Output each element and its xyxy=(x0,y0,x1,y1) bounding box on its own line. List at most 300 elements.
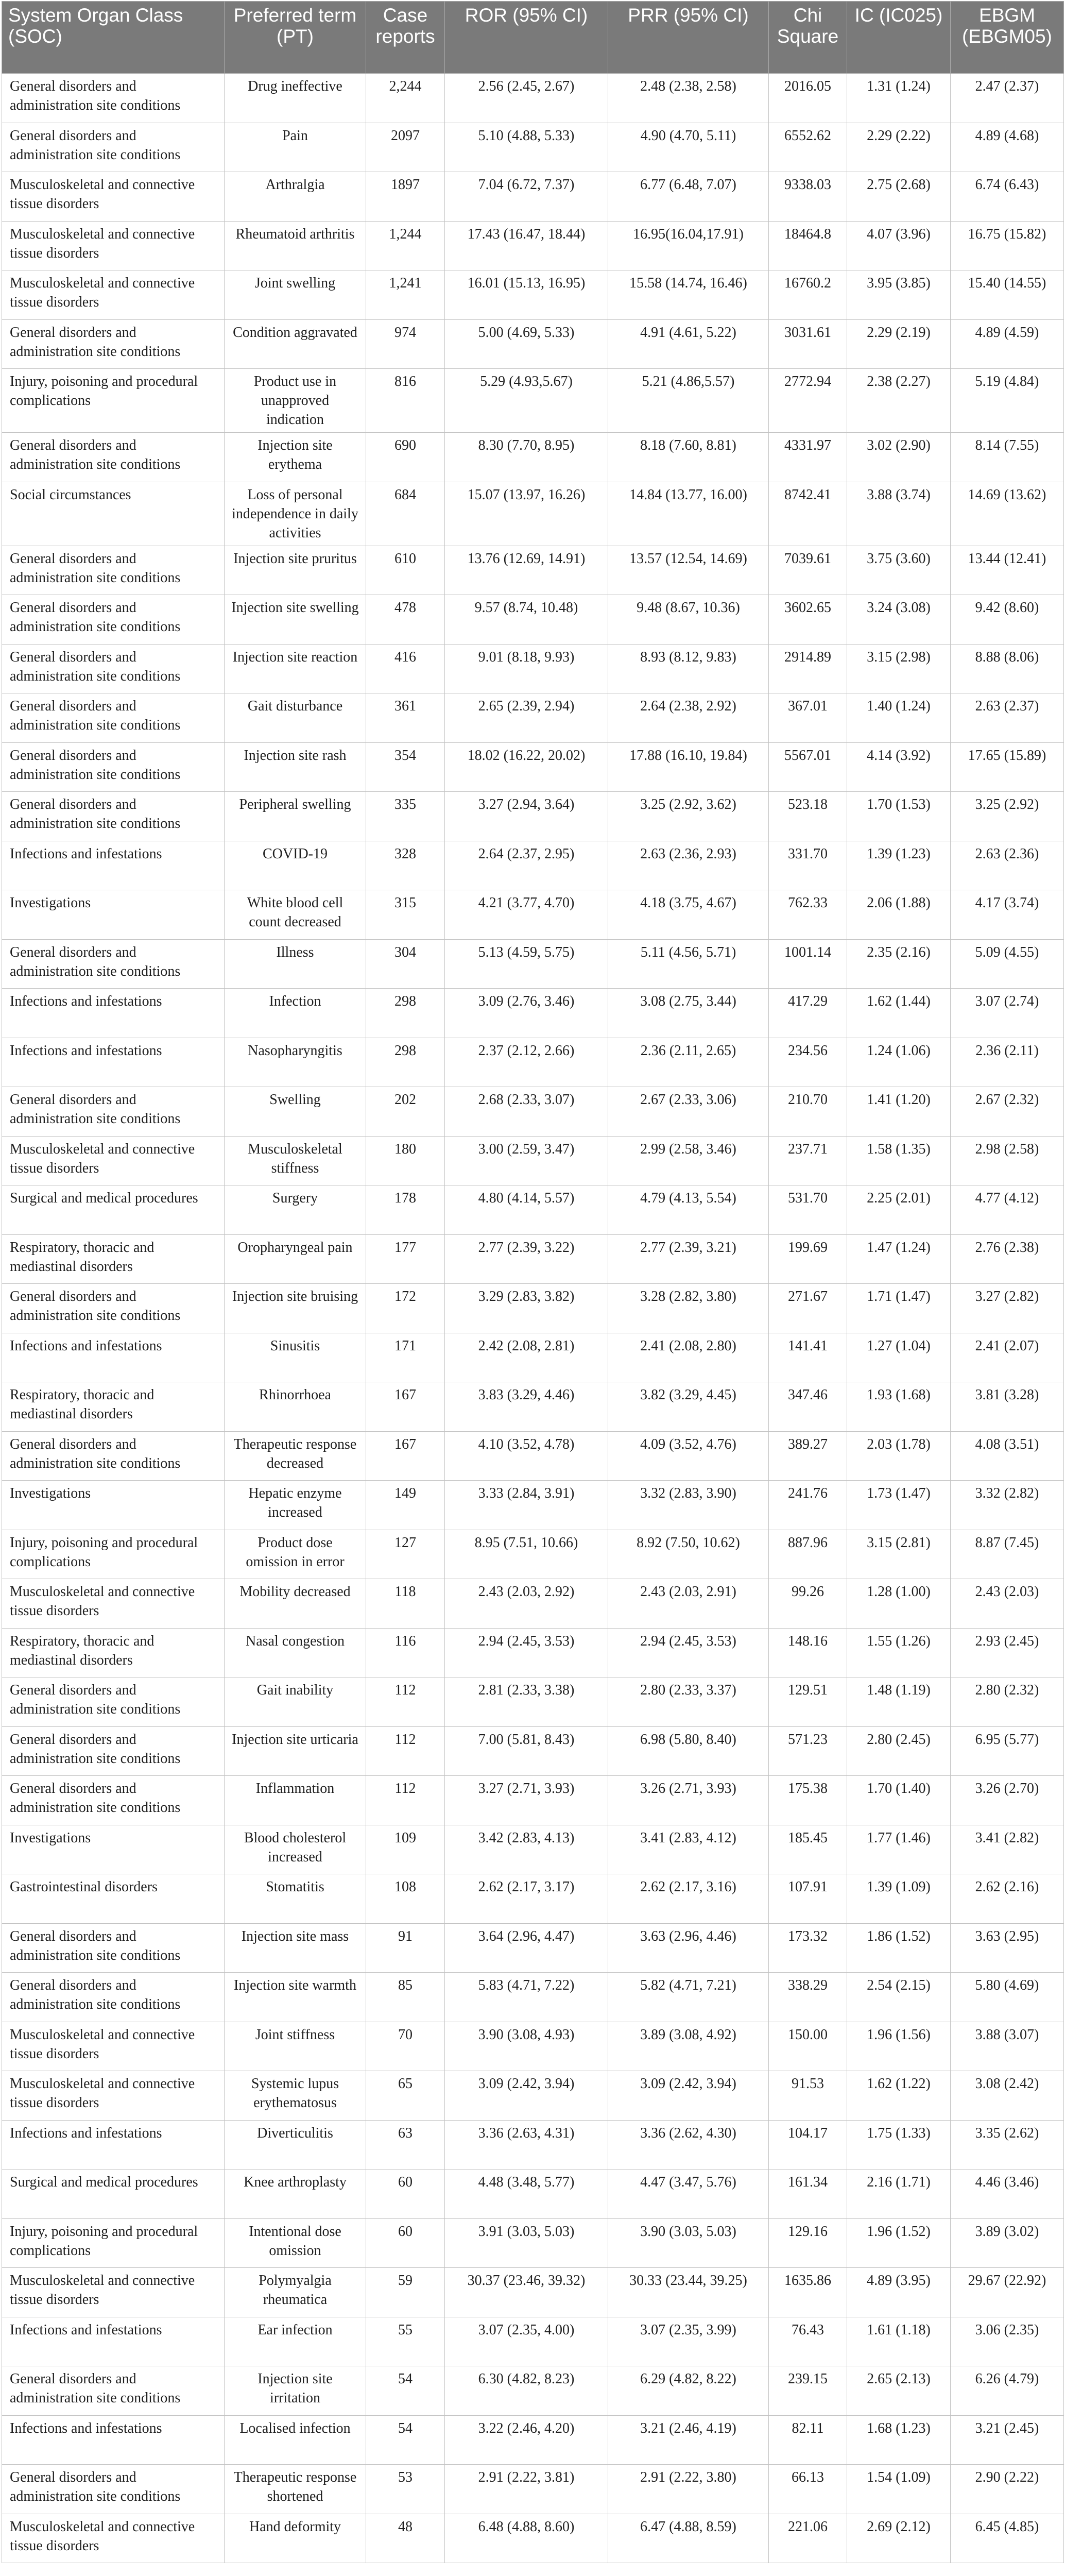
table-row xyxy=(2,2218,1064,2268)
header-case-reports: Case reports xyxy=(366,2,445,74)
cell-case-reports: 315 xyxy=(366,890,445,940)
cell-case-reports: 59 xyxy=(366,2268,445,2317)
cell-case-reports: 55 xyxy=(366,2317,445,2366)
cell-ror: 7.04 (6.72, 7.37) xyxy=(445,172,608,222)
cell-prr: 2.67 (2.33, 3.06) xyxy=(608,1087,769,1137)
cell-ebgm: 4.77 (4.12) xyxy=(951,1185,1064,1235)
cell-prr: 6.77 (6.48, 7.07) xyxy=(608,172,769,222)
cell-ebgm: 16.75 (15.82) xyxy=(951,221,1064,270)
cell-soc: Infections and infestations xyxy=(2,2317,225,2366)
cell-ic: 2.35 (2.16) xyxy=(847,939,951,989)
cell-ic: 1.28 (1.00) xyxy=(847,1579,951,1629)
cell-ebgm: 3.08 (2.42) xyxy=(951,2071,1064,2121)
cell-chi-square: 571.23 xyxy=(769,1726,847,1776)
cell-case-reports: 298 xyxy=(366,989,445,1038)
cell-preferred-term: Therapeutic response decreased xyxy=(225,1431,366,1481)
cell-prr: 3.89 (3.08, 4.92) xyxy=(608,2022,769,2071)
cell-soc: General disorders and administration site conditions xyxy=(2,693,225,743)
cell-prr: 2.64 (2.38, 2.92) xyxy=(608,693,769,743)
cell-ror: 5.29 (4.93,5.67) xyxy=(445,369,608,433)
cell-prr: 6.98 (5.80, 8.40) xyxy=(608,1726,769,1776)
cell-ror: 3.09 (2.42, 3.94) xyxy=(445,2071,608,2121)
cell-prr: 3.07 (2.35, 3.99) xyxy=(608,2317,769,2366)
cell-ebgm: 4.89 (4.68) xyxy=(951,123,1064,172)
cell-ic: 1.77 (1.46) xyxy=(847,1825,951,1874)
cell-prr: 2.91 (2.22, 3.80) xyxy=(608,2465,769,2514)
cell-ic: 1.61 (1.18) xyxy=(847,2317,951,2366)
cell-ic: 1.96 (1.52) xyxy=(847,2218,951,2268)
cell-ebgm: 2.98 (2.58) xyxy=(951,1136,1064,1185)
cell-ror: 2.77 (2.39, 3.22) xyxy=(445,1234,608,1284)
cell-soc: General disorders and administration site conditions xyxy=(2,433,225,482)
cell-ic: 3.88 (3.74) xyxy=(847,482,951,546)
cell-prr: 3.90 (3.03, 5.03) xyxy=(608,2218,769,2268)
cell-ror: 2.42 (2.08, 2.81) xyxy=(445,1333,608,1382)
cell-ror: 5.00 (4.69, 5.33) xyxy=(445,319,608,369)
cell-case-reports: 171 xyxy=(366,1333,445,1382)
cell-ebgm: 2.90 (2.22) xyxy=(951,2465,1064,2514)
cell-ebgm: 2.62 (2.16) xyxy=(951,1874,1064,1924)
cell-ebgm: 2.67 (2.32) xyxy=(951,1087,1064,1137)
cell-preferred-term: Systemic lupus erythematosus xyxy=(225,2071,366,2121)
cell-preferred-term: Localised infection xyxy=(225,2415,366,2465)
cell-ebgm: 4.46 (3.46) xyxy=(951,2170,1064,2219)
cell-chi-square: 1001.14 xyxy=(769,939,847,989)
table-row xyxy=(2,123,1064,172)
cell-soc: General disorders and administration site conditions xyxy=(2,2465,225,2514)
cell-chi-square: 347.46 xyxy=(769,1382,847,1432)
cell-ic: 2.38 (2.27) xyxy=(847,369,951,433)
cell-preferred-term: Product use in unapproved indication xyxy=(225,369,366,433)
cell-case-reports: 167 xyxy=(366,1382,445,1432)
cell-chi-square: 8742.41 xyxy=(769,482,847,546)
cell-ror: 15.07 (13.97, 16.26) xyxy=(445,482,608,546)
cell-prr: 2.43 (2.03, 2.91) xyxy=(608,1579,769,1629)
cell-ic: 1.41 (1.20) xyxy=(847,1087,951,1137)
cell-preferred-term: Injection site mass xyxy=(225,1923,366,1973)
cell-preferred-term: Inflammation xyxy=(225,1776,366,1825)
cell-soc: Surgical and medical procedures xyxy=(2,2170,225,2219)
cell-chi-square: 523.18 xyxy=(769,792,847,841)
cell-ic: 1.71 (1.47) xyxy=(847,1284,951,1333)
cell-prr: 3.08 (2.75, 3.44) xyxy=(608,989,769,1038)
cell-soc: General disorders and administration site conditions xyxy=(2,1776,225,1825)
cell-chi-square: 199.69 xyxy=(769,1234,847,1284)
cell-prr: 5.21 (4.86,5.57) xyxy=(608,369,769,433)
cell-ebgm: 2.41 (2.07) xyxy=(951,1333,1064,1382)
cell-chi-square: 6552.62 xyxy=(769,123,847,172)
cell-ror: 3.91 (3.03, 5.03) xyxy=(445,2218,608,2268)
table-row xyxy=(2,2465,1064,2514)
cell-preferred-term: Injection site rash xyxy=(225,742,366,792)
cell-soc: Musculoskeletal and connective tissue disorders xyxy=(2,221,225,270)
cell-chi-square: 887.96 xyxy=(769,1530,847,1579)
cell-case-reports: 2,244 xyxy=(366,74,445,123)
cell-case-reports: 108 xyxy=(366,1874,445,1924)
cell-preferred-term: Oropharyngeal pain xyxy=(225,1234,366,1284)
cell-chi-square: 4331.97 xyxy=(769,433,847,482)
table-row xyxy=(2,2415,1064,2465)
cell-preferred-term: Pain xyxy=(225,123,366,172)
cell-prr: 2.36 (2.11, 2.65) xyxy=(608,1038,769,1087)
cell-ebgm: 3.27 (2.82) xyxy=(951,1284,1064,1333)
cell-ic: 1.24 (1.06) xyxy=(847,1038,951,1087)
cell-case-reports: 416 xyxy=(366,644,445,693)
cell-soc: General disorders and administration site conditions xyxy=(2,644,225,693)
cell-ebgm: 6.26 (4.79) xyxy=(951,2366,1064,2416)
cell-soc: Musculoskeletal and connective tissue disorders xyxy=(2,2268,225,2317)
cell-case-reports: 48 xyxy=(366,2514,445,2563)
cell-soc: Musculoskeletal and connective tissue disorders xyxy=(2,172,225,222)
cell-case-reports: 177 xyxy=(366,1234,445,1284)
cell-preferred-term: Condition aggravated xyxy=(225,319,366,369)
cell-chi-square: 762.33 xyxy=(769,890,847,940)
cell-prr: 14.84 (13.77, 16.00) xyxy=(608,482,769,546)
cell-chi-square: 91.53 xyxy=(769,2071,847,2121)
cell-case-reports: 335 xyxy=(366,792,445,841)
cell-ebgm: 4.89 (4.59) xyxy=(951,319,1064,369)
cell-soc: Infections and infestations xyxy=(2,2120,225,2170)
cell-preferred-term: Gait inability xyxy=(225,1677,366,1727)
cell-prr: 3.26 (2.71, 3.93) xyxy=(608,1776,769,1825)
table-row xyxy=(2,742,1064,792)
cell-case-reports: 2097 xyxy=(366,123,445,172)
cell-ic: 1.75 (1.33) xyxy=(847,2120,951,2170)
table-row xyxy=(2,1038,1064,1087)
cell-chi-square: 107.91 xyxy=(769,1874,847,1924)
cell-ror: 7.00 (5.81, 8.43) xyxy=(445,1726,608,1776)
cell-ic: 2.54 (2.15) xyxy=(847,1973,951,2022)
cell-ebgm: 3.21 (2.45) xyxy=(951,2415,1064,2465)
cell-ebgm: 3.89 (3.02) xyxy=(951,2218,1064,2268)
cell-prr: 2.48 (2.38, 2.58) xyxy=(608,74,769,123)
cell-case-reports: 116 xyxy=(366,1628,445,1677)
cell-preferred-term: White blood cell count decreased xyxy=(225,890,366,940)
cell-ror: 4.48 (3.48, 5.77) xyxy=(445,2170,608,2219)
cell-ic: 2.03 (1.78) xyxy=(847,1431,951,1481)
cell-ror: 3.27 (2.94, 3.64) xyxy=(445,792,608,841)
cell-ebgm: 6.45 (4.85) xyxy=(951,2514,1064,2563)
cell-chi-square: 150.00 xyxy=(769,2022,847,2071)
cell-prr: 8.92 (7.50, 10.62) xyxy=(608,1530,769,1579)
cell-preferred-term: Stomatitis xyxy=(225,1874,366,1924)
cell-preferred-term: Injection site urticaria xyxy=(225,1726,366,1776)
cell-chi-square: 2772.94 xyxy=(769,369,847,433)
cell-prr: 2.77 (2.39, 3.21) xyxy=(608,1234,769,1284)
table-row xyxy=(2,2071,1064,2121)
cell-case-reports: 1,241 xyxy=(366,270,445,320)
cell-ebgm: 13.44 (12.41) xyxy=(951,546,1064,595)
cell-chi-square: 237.71 xyxy=(769,1136,847,1185)
cell-ic: 2.06 (1.88) xyxy=(847,890,951,940)
cell-ebgm: 2.36 (2.11) xyxy=(951,1038,1064,1087)
cell-preferred-term: Blood cholesterol increased xyxy=(225,1825,366,1874)
cell-soc: General disorders and administration site conditions xyxy=(2,792,225,841)
cell-soc: Infections and infestations xyxy=(2,989,225,1038)
cell-ebgm: 3.26 (2.70) xyxy=(951,1776,1064,1825)
cell-preferred-term: Injection site irritation xyxy=(225,2366,366,2416)
cell-ic: 4.89 (3.95) xyxy=(847,2268,951,2317)
table-row xyxy=(2,2268,1064,2317)
cell-ic: 3.95 (3.85) xyxy=(847,270,951,320)
cell-prr: 2.62 (2.17, 3.16) xyxy=(608,1874,769,1924)
table-row xyxy=(2,1825,1064,1874)
cell-ror: 16.01 (15.13, 16.95) xyxy=(445,270,608,320)
cell-soc: Musculoskeletal and connective tissue disorders xyxy=(2,270,225,320)
cell-ebgm: 5.80 (4.69) xyxy=(951,1973,1064,2022)
cell-prr: 3.32 (2.83, 3.90) xyxy=(608,1481,769,1530)
table-row xyxy=(2,1185,1064,1235)
cell-chi-square: 66.13 xyxy=(769,2465,847,2514)
cell-chi-square: 331.70 xyxy=(769,841,847,890)
cell-prr: 5.82 (4.71, 7.21) xyxy=(608,1973,769,2022)
cell-ic: 1.31 (1.24) xyxy=(847,74,951,123)
cell-prr: 16.95(16.04,17.91) xyxy=(608,221,769,270)
cell-ror: 6.30 (4.82, 8.23) xyxy=(445,2366,608,2416)
cell-case-reports: 91 xyxy=(366,1923,445,1973)
cell-soc: General disorders and administration site conditions xyxy=(2,319,225,369)
cell-preferred-term: Intentional dose omission xyxy=(225,2218,366,2268)
cell-ic: 2.29 (2.19) xyxy=(847,319,951,369)
cell-soc: General disorders and administration site conditions xyxy=(2,1431,225,1481)
cell-case-reports: 202 xyxy=(366,1087,445,1137)
cell-chi-square: 104.17 xyxy=(769,2120,847,2170)
cell-ror: 3.83 (3.29, 4.46) xyxy=(445,1382,608,1432)
cell-preferred-term: Therapeutic response shortened xyxy=(225,2465,366,2514)
cell-ror: 2.65 (2.39, 2.94) xyxy=(445,693,608,743)
cell-preferred-term: Musculoskeletal stiffness xyxy=(225,1136,366,1185)
cell-chi-square: 234.56 xyxy=(769,1038,847,1087)
cell-soc: General disorders and administration site conditions xyxy=(2,1677,225,1727)
cell-ror: 2.68 (2.33, 3.07) xyxy=(445,1087,608,1137)
cell-chi-square: 239.15 xyxy=(769,2366,847,2416)
cell-preferred-term: Injection site warmth xyxy=(225,1973,366,2022)
cell-case-reports: 112 xyxy=(366,1677,445,1727)
cell-ic: 2.80 (2.45) xyxy=(847,1726,951,1776)
table-row xyxy=(2,2170,1064,2219)
cell-chi-square: 141.41 xyxy=(769,1333,847,1382)
cell-soc: General disorders and administration site conditions xyxy=(2,595,225,645)
table-header xyxy=(2,2,1064,74)
cell-ic: 3.02 (2.90) xyxy=(847,433,951,482)
cell-preferred-term: Swelling xyxy=(225,1087,366,1137)
cell-ic: 1.96 (1.56) xyxy=(847,2022,951,2071)
cell-chi-square: 82.11 xyxy=(769,2415,847,2465)
cell-ror: 4.80 (4.14, 5.57) xyxy=(445,1185,608,1235)
table-row xyxy=(2,1973,1064,2022)
cell-soc: General disorders and administration site conditions xyxy=(2,123,225,172)
table-row xyxy=(2,1530,1064,1579)
cell-case-reports: 690 xyxy=(366,433,445,482)
cell-soc: General disorders and administration site conditions xyxy=(2,1973,225,2022)
table-row xyxy=(2,1923,1064,1973)
cell-ror: 3.33 (2.84, 3.91) xyxy=(445,1481,608,1530)
cell-soc: Musculoskeletal and connective tissue disorders xyxy=(2,2022,225,2071)
cell-chi-square: 5567.01 xyxy=(769,742,847,792)
table-row xyxy=(2,2366,1064,2416)
cell-soc: Infections and infestations xyxy=(2,1038,225,1087)
table-row xyxy=(2,2022,1064,2071)
cell-ror: 4.21 (3.77, 4.70) xyxy=(445,890,608,940)
cell-ic: 1.93 (1.68) xyxy=(847,1382,951,1432)
table-row xyxy=(2,1431,1064,1481)
cell-ror: 2.81 (2.33, 3.38) xyxy=(445,1677,608,1727)
cell-prr: 2.63 (2.36, 2.93) xyxy=(608,841,769,890)
cell-preferred-term: Drug ineffective xyxy=(225,74,366,123)
cell-prr: 3.36 (2.62, 4.30) xyxy=(608,2120,769,2170)
header-row xyxy=(2,2,1064,74)
data-table xyxy=(2,1,1064,2563)
cell-ic: 2.65 (2.13) xyxy=(847,2366,951,2416)
cell-ror: 18.02 (16.22, 20.02) xyxy=(445,742,608,792)
cell-prr: 2.99 (2.58, 3.46) xyxy=(608,1136,769,1185)
cell-soc: Musculoskeletal and connective tissue disorders xyxy=(2,2514,225,2563)
header-soc: System Organ Class (SOC) xyxy=(2,2,225,74)
cell-ror: 3.90 (3.08, 4.93) xyxy=(445,2022,608,2071)
cell-ror: 2.37 (2.12, 2.66) xyxy=(445,1038,608,1087)
cell-preferred-term: COVID-19 xyxy=(225,841,366,890)
cell-ic: 1.40 (1.24) xyxy=(847,693,951,743)
cell-ebgm: 2.80 (2.32) xyxy=(951,1677,1064,1727)
cell-chi-square: 7039.61 xyxy=(769,546,847,595)
table-row xyxy=(2,270,1064,320)
table-row xyxy=(2,433,1064,482)
cell-case-reports: 328 xyxy=(366,841,445,890)
cell-ror: 9.01 (8.18, 9.93) xyxy=(445,644,608,693)
cell-ror: 3.27 (2.71, 3.93) xyxy=(445,1776,608,1825)
cell-prr: 4.09 (3.52, 4.76) xyxy=(608,1431,769,1481)
cell-prr: 3.25 (2.92, 3.62) xyxy=(608,792,769,841)
cell-ror: 17.43 (16.47, 18.44) xyxy=(445,221,608,270)
cell-prr: 4.90 (4.70, 5.11) xyxy=(608,123,769,172)
cell-soc: General disorders and administration site conditions xyxy=(2,939,225,989)
cell-chi-square: 175.38 xyxy=(769,1776,847,1825)
cell-preferred-term: Hand deformity xyxy=(225,2514,366,2563)
cell-ror: 3.00 (2.59, 3.47) xyxy=(445,1136,608,1185)
cell-soc: Gastrointestinal disorders xyxy=(2,1874,225,1924)
cell-preferred-term: Joint swelling xyxy=(225,270,366,320)
cell-prr: 6.47 (4.88, 8.59) xyxy=(608,2514,769,2563)
cell-soc: Investigations xyxy=(2,890,225,940)
cell-preferred-term: Joint stiffness xyxy=(225,2022,366,2071)
table-row xyxy=(2,319,1064,369)
cell-ror: 8.30 (7.70, 8.95) xyxy=(445,433,608,482)
cell-chi-square: 3031.61 xyxy=(769,319,847,369)
cell-ebgm: 6.95 (5.77) xyxy=(951,1726,1064,1776)
cell-soc: Respiratory, thoracic and mediastinal disorders xyxy=(2,1382,225,1432)
cell-ror: 3.29 (2.83, 3.82) xyxy=(445,1284,608,1333)
cell-ror: 3.09 (2.76, 3.46) xyxy=(445,989,608,1038)
cell-ebgm: 29.67 (22.92) xyxy=(951,2268,1064,2317)
cell-case-reports: 816 xyxy=(366,369,445,433)
cell-prr: 5.11 (4.56, 5.71) xyxy=(608,939,769,989)
table-row xyxy=(2,1874,1064,1924)
table-row xyxy=(2,1481,1064,1530)
cell-ror: 5.10 (4.88, 5.33) xyxy=(445,123,608,172)
table-row xyxy=(2,1579,1064,1629)
cell-prr: 4.18 (3.75, 4.67) xyxy=(608,890,769,940)
cell-ebgm: 3.07 (2.74) xyxy=(951,989,1064,1038)
cell-ic: 2.75 (2.68) xyxy=(847,172,951,222)
cell-soc: Surgical and medical procedures xyxy=(2,1185,225,1235)
cell-ic: 1.86 (1.52) xyxy=(847,1923,951,1973)
cell-chi-square: 1635.86 xyxy=(769,2268,847,2317)
cell-ebgm: 14.69 (13.62) xyxy=(951,482,1064,546)
cell-ror: 5.13 (4.59, 5.75) xyxy=(445,939,608,989)
cell-soc: General disorders and administration site conditions xyxy=(2,1923,225,1973)
cell-ic: 2.29 (2.22) xyxy=(847,123,951,172)
cell-case-reports: 63 xyxy=(366,2120,445,2170)
cell-ic: 1.73 (1.47) xyxy=(847,1481,951,1530)
table-row xyxy=(2,792,1064,841)
cell-prr: 3.41 (2.83, 4.12) xyxy=(608,1825,769,1874)
cell-ebgm: 3.32 (2.82) xyxy=(951,1481,1064,1530)
cell-prr: 3.63 (2.96, 4.46) xyxy=(608,1923,769,1973)
table-row xyxy=(2,2317,1064,2366)
cell-ror: 4.10 (3.52, 4.78) xyxy=(445,1431,608,1481)
cell-soc: General disorders and administration site conditions xyxy=(2,1726,225,1776)
cell-ebgm: 3.06 (2.35) xyxy=(951,2317,1064,2366)
cell-case-reports: 610 xyxy=(366,546,445,595)
table-row xyxy=(2,644,1064,693)
cell-prr: 30.33 (23.44, 39.25) xyxy=(608,2268,769,2317)
cell-prr: 8.18 (7.60, 8.81) xyxy=(608,433,769,482)
cell-ror: 3.42 (2.83, 4.13) xyxy=(445,1825,608,1874)
cell-case-reports: 974 xyxy=(366,319,445,369)
cell-ror: 2.94 (2.45, 3.53) xyxy=(445,1628,608,1677)
cell-case-reports: 172 xyxy=(366,1284,445,1333)
cell-preferred-term: Sinusitis xyxy=(225,1333,366,1382)
cell-prr: 13.57 (12.54, 14.69) xyxy=(608,546,769,595)
cell-chi-square: 389.27 xyxy=(769,1431,847,1481)
cell-case-reports: 354 xyxy=(366,742,445,792)
table-row xyxy=(2,1136,1064,1185)
cell-ebgm: 3.35 (2.62) xyxy=(951,2120,1064,2170)
cell-ebgm: 4.17 (3.74) xyxy=(951,890,1064,940)
cell-prr: 2.41 (2.08, 2.80) xyxy=(608,1333,769,1382)
cell-chi-square: 16760.2 xyxy=(769,270,847,320)
cell-preferred-term: Product dose omission in error xyxy=(225,1530,366,1579)
cell-ic: 1.48 (1.19) xyxy=(847,1677,951,1727)
cell-case-reports: 298 xyxy=(366,1038,445,1087)
table-row xyxy=(2,1087,1064,1137)
cell-ic: 2.69 (2.12) xyxy=(847,2514,951,2563)
table-row xyxy=(2,482,1064,546)
cell-ror: 3.07 (2.35, 4.00) xyxy=(445,2317,608,2366)
cell-soc: General disorders and administration site conditions xyxy=(2,546,225,595)
cell-chi-square: 367.01 xyxy=(769,693,847,743)
cell-ebgm: 5.19 (4.84) xyxy=(951,369,1064,433)
cell-case-reports: 112 xyxy=(366,1726,445,1776)
cell-ror: 8.95 (7.51, 10.66) xyxy=(445,1530,608,1579)
cell-preferred-term: Rhinorrhoea xyxy=(225,1382,366,1432)
cell-ebgm: 4.08 (3.51) xyxy=(951,1431,1064,1481)
cell-preferred-term: Infection xyxy=(225,989,366,1038)
cell-chi-square: 129.51 xyxy=(769,1677,847,1727)
table-row xyxy=(2,989,1064,1038)
cell-prr: 3.09 (2.42, 3.94) xyxy=(608,2071,769,2121)
cell-case-reports: 65 xyxy=(366,2071,445,2121)
cell-soc: Infections and infestations xyxy=(2,1333,225,1382)
cell-soc: Injury, poisoning and procedural complications xyxy=(2,369,225,433)
cell-preferred-term: Injection site reaction xyxy=(225,644,366,693)
header-chi-square: Chi Square xyxy=(769,2,847,74)
header-prr: PRR (95% CI) xyxy=(608,2,769,74)
cell-ic: 2.16 (1.71) xyxy=(847,2170,951,2219)
cell-preferred-term: Arthralgia xyxy=(225,172,366,222)
cell-ebgm: 2.47 (2.37) xyxy=(951,74,1064,123)
cell-ror: 3.36 (2.63, 4.31) xyxy=(445,2120,608,2170)
